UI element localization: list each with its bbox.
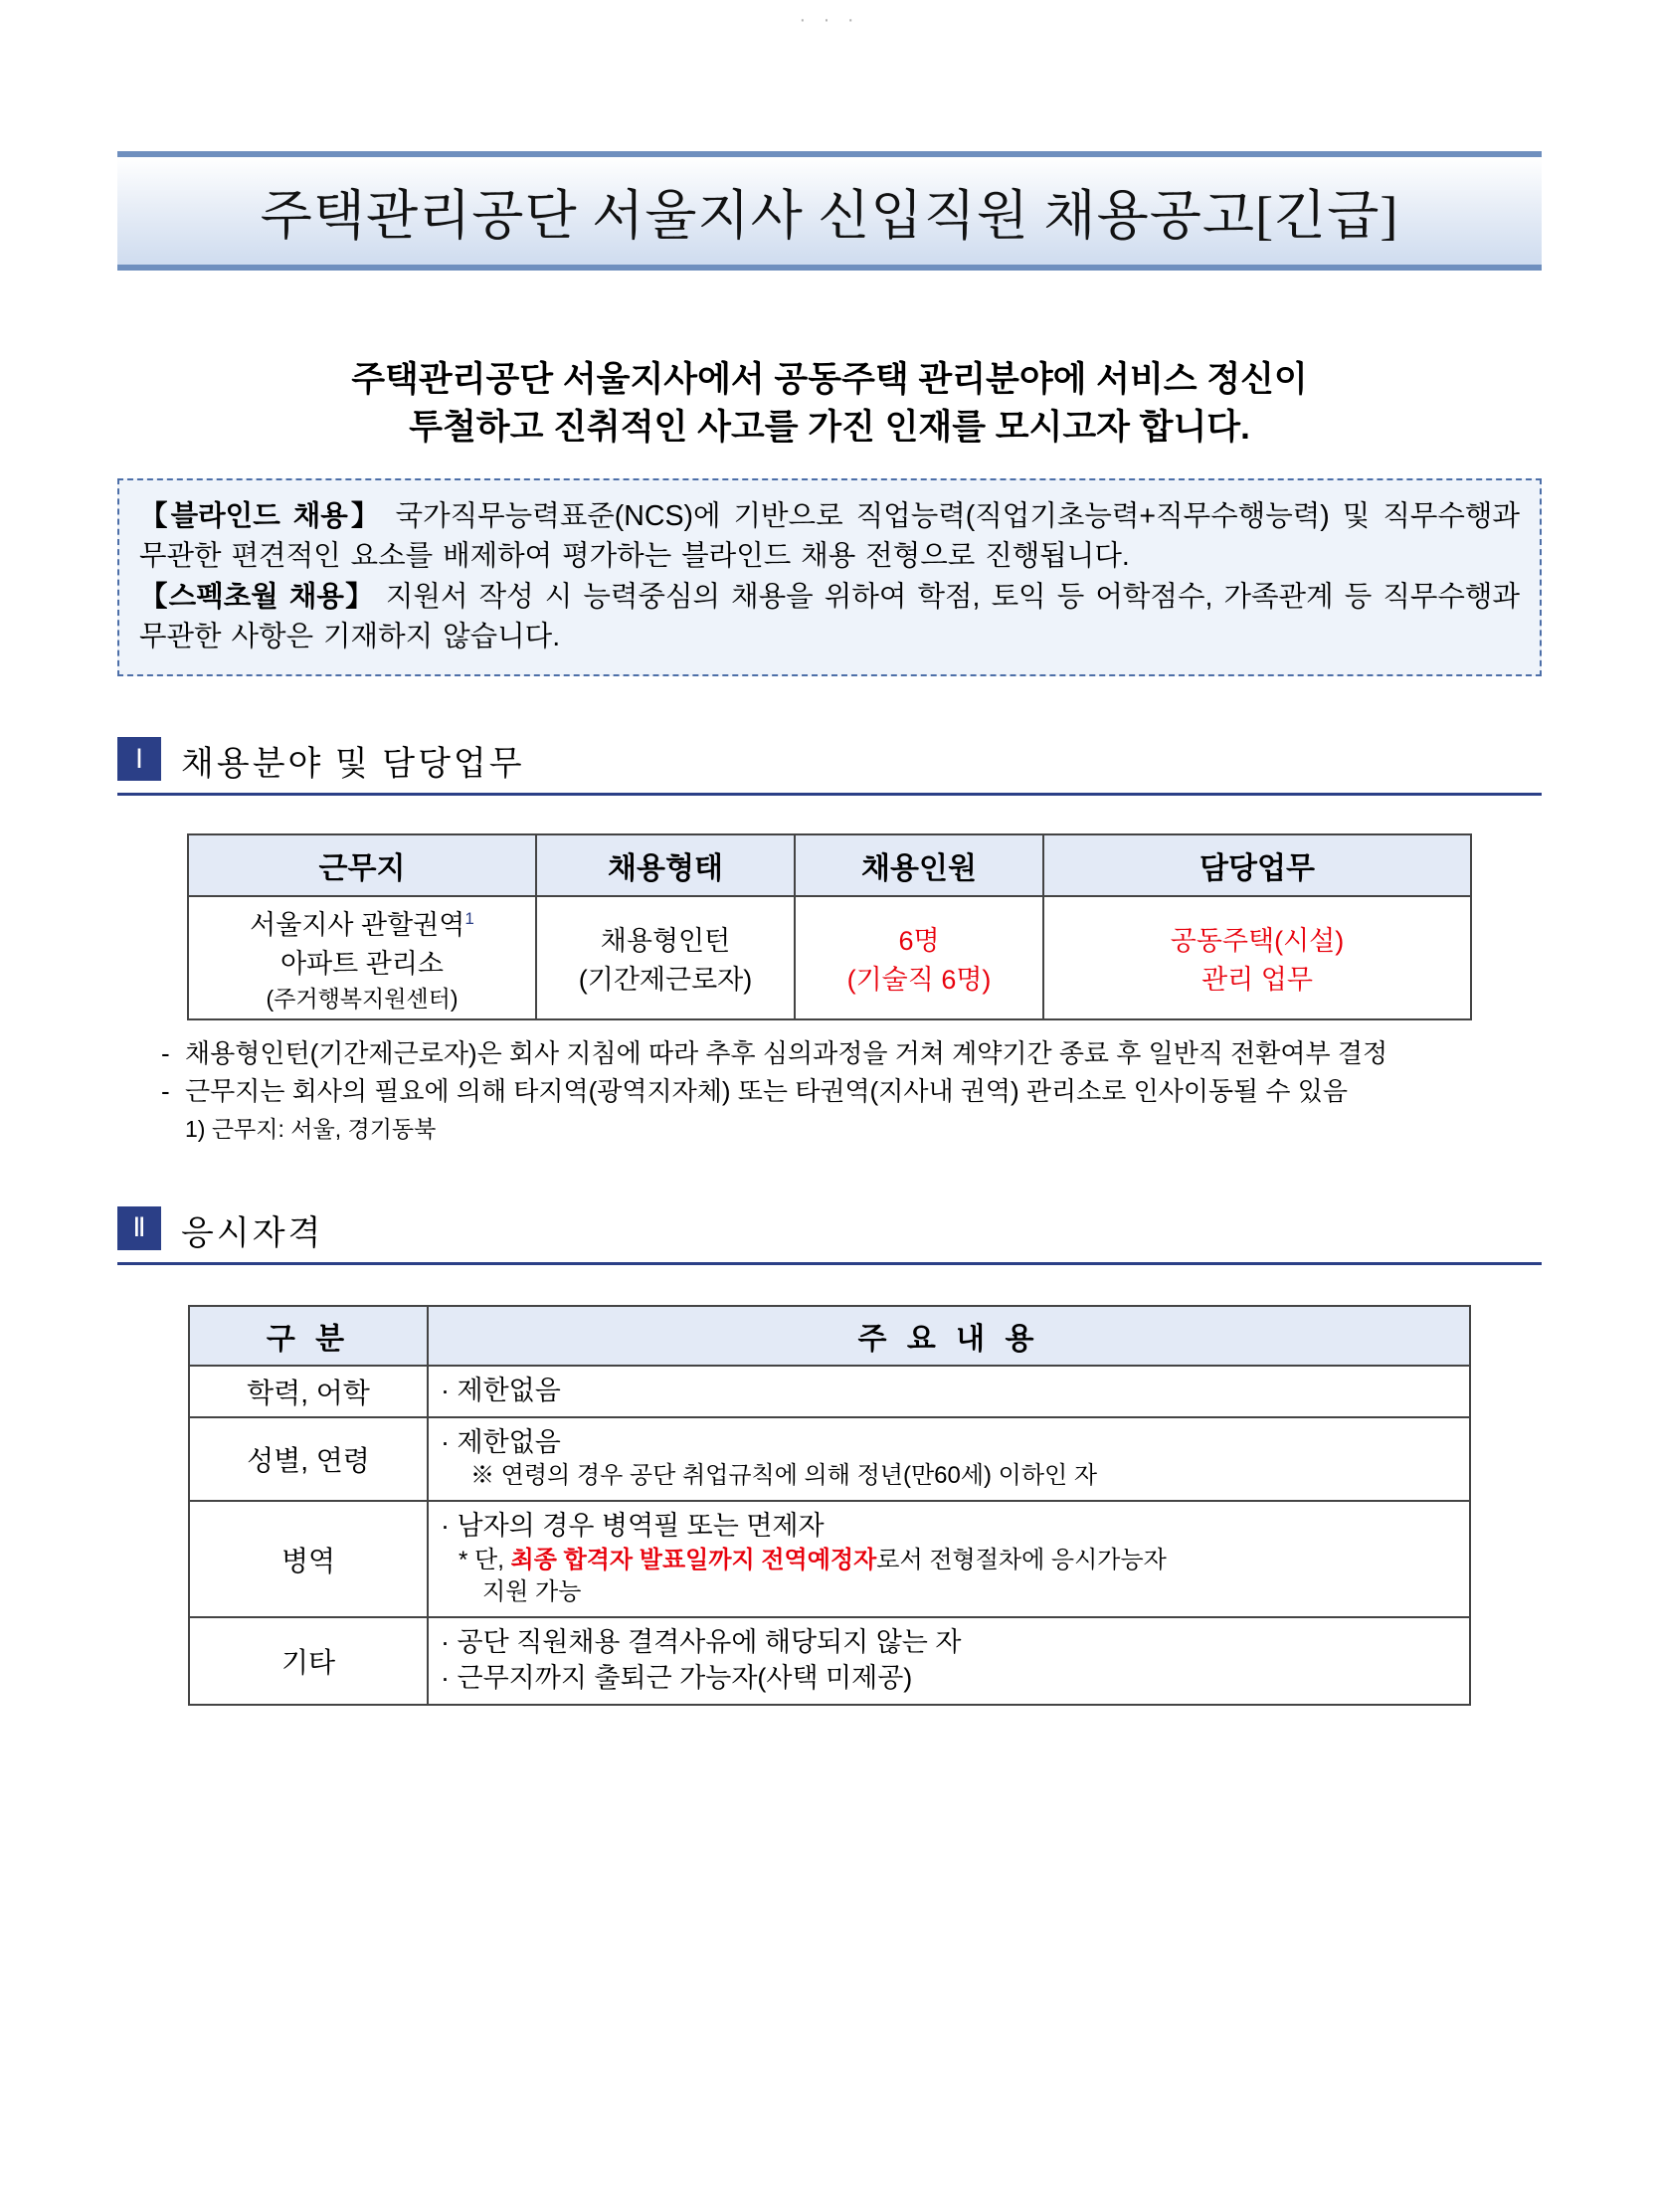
cell-category-gender-age: 성별, 연령	[189, 1417, 428, 1501]
count-line-1: 6명	[898, 926, 940, 957]
eligibility-table	[188, 1305, 1471, 1706]
note-dash: -	[161, 1038, 170, 1069]
content-line: · 공단 직원채용 결격사유에 해당되지 않는 자	[441, 1626, 962, 1657]
section-1-title: 채용분야 및 담당업무	[181, 746, 525, 784]
military-red-text: 최종 합격자 발표일까지 전역예정자	[510, 1546, 877, 1573]
section-2-header	[117, 1205, 1542, 1256]
section-2-rule	[117, 1262, 1542, 1265]
cell-duty	[1043, 896, 1471, 1019]
section-1-number: Ⅰ	[117, 737, 161, 781]
title-banner	[117, 151, 1542, 271]
recruit-field-table	[187, 833, 1472, 1020]
table-row	[189, 1501, 1470, 1616]
note-dash: -	[161, 1076, 170, 1107]
table-row	[189, 1417, 1470, 1501]
col-duty: 담당업무	[1043, 834, 1471, 896]
lead-line-1: 주택관리공단 서울지사에서 공동주택 관리분야에 서비스 정신이	[351, 360, 1308, 399]
content-line-highlight	[459, 1545, 1459, 1576]
content-line: ※ 연령의 경우 공단 취업규칙에 의해 정년(만60세) 이하인 자	[470, 1462, 1098, 1490]
notice-blind-label: 【블라인드 채용】	[139, 499, 383, 532]
content-line: · 제한없음	[441, 1375, 561, 1405]
cell-employment-type	[536, 896, 795, 1019]
workplace-line-3: (주거행복지원센터)	[266, 985, 459, 1012]
content-line: · 근무지까지 출퇴근 가능자(사택 미제공)	[441, 1663, 913, 1694]
workplace-footnote-mark: 1	[464, 908, 474, 928]
section-2-title: 응시자격	[181, 1214, 324, 1252]
note-text: 채용형인턴(기간제근로자)은 회사 지침에 따라 추후 심의과정을 거쳐 계약기간 종료 후 일반직 전환여부 결정	[185, 1038, 1388, 1069]
section-1-notes	[161, 1036, 1542, 1145]
top-dots: · · ·	[799, 9, 860, 31]
section-2-number: Ⅱ	[117, 1206, 161, 1250]
table-header-row	[189, 1306, 1470, 1366]
content-line: 지원 가능	[482, 1577, 582, 1605]
notice-blind	[139, 496, 1520, 577]
cell-category-military: 병역	[189, 1501, 428, 1616]
col-headcount: 채용인원	[795, 834, 1043, 896]
col-category: 구 분	[189, 1306, 428, 1366]
lead-paragraph	[117, 356, 1542, 453]
table-row	[188, 896, 1471, 1019]
col-content: 주 요 내 용	[428, 1306, 1470, 1366]
military-suffix: 로서 전형절차에 응시가능자	[876, 1546, 1167, 1573]
notice-spec-text: 지원서 작성 시 능력중심의 채용을 위하여 학점, 토익 등 어학점수, 가족관계 등 직무수행과 무관한 사항은 기재하지 않습니다.	[139, 580, 1520, 652]
col-workplace: 근무지	[188, 834, 536, 896]
note-text: 근무지는 회사의 필요에 의해 타지역(광역지자체) 또는 타권역(지사내 권역) 관리소로 인사이동될 수 있음	[185, 1076, 1348, 1107]
note-item	[161, 1074, 1542, 1110]
section-1-rule	[117, 793, 1542, 796]
cell-category-etc: 기타	[189, 1617, 428, 1705]
table-row	[189, 1617, 1470, 1705]
notice-blind-text: 국가직무능력표준(NCS)에 기반으로 직업능력(직업기초능력+직무수행능력) 및 직무수행과 무관한 편견적인 요소를 배제하여 평가하는 블라인드 채용 전형으로 진행됩니다.	[139, 499, 1520, 573]
notice-spec-label: 【스펙초월 채용】	[139, 580, 375, 613]
cell-workplace	[188, 896, 536, 1019]
military-prefix: * 단,	[459, 1546, 511, 1573]
col-employment-type: 채용형태	[536, 834, 795, 896]
notice-box	[117, 478, 1542, 677]
cell-content-etc	[428, 1617, 1470, 1705]
duty-line-2: 관리 업무	[1201, 965, 1313, 996]
cell-content-gender-age	[428, 1417, 1470, 1501]
cell-category-education: 학력, 어학	[189, 1366, 428, 1417]
lead-line-2: 투철하고 진취적인 사고를 가진 인재를 모시고자 합니다.	[409, 408, 1250, 448]
note-item	[161, 1036, 1542, 1072]
cell-content-military	[428, 1501, 1470, 1616]
section-1-header	[117, 736, 1542, 787]
type-line-2: (기간제근로자)	[578, 965, 753, 996]
table-header-row	[188, 834, 1471, 896]
page-title: 주택관리공단 서울지사 신입직원 채용공고[긴급]	[260, 185, 1399, 246]
workplace-line-1: 서울지사 관할권역	[250, 909, 465, 940]
notice-spec	[139, 577, 1520, 657]
table-row	[189, 1366, 1470, 1417]
duty-line-1: 공동주택(시설)	[1170, 926, 1345, 957]
cell-headcount	[795, 896, 1043, 1019]
count-line-2: (기술직 6명)	[846, 965, 992, 996]
cell-content-education	[428, 1366, 1470, 1417]
note-footnote: 1) 근무지: 서울, 경기동북	[185, 1116, 437, 1143]
content-line: · 제한없음	[441, 1427, 561, 1458]
content-line: · 남자의 경우 병역필 또는 면제자	[441, 1511, 825, 1542]
workplace-line-2: 아파트 관리소	[280, 948, 444, 979]
type-line-1: 채용형인턴	[600, 926, 731, 957]
